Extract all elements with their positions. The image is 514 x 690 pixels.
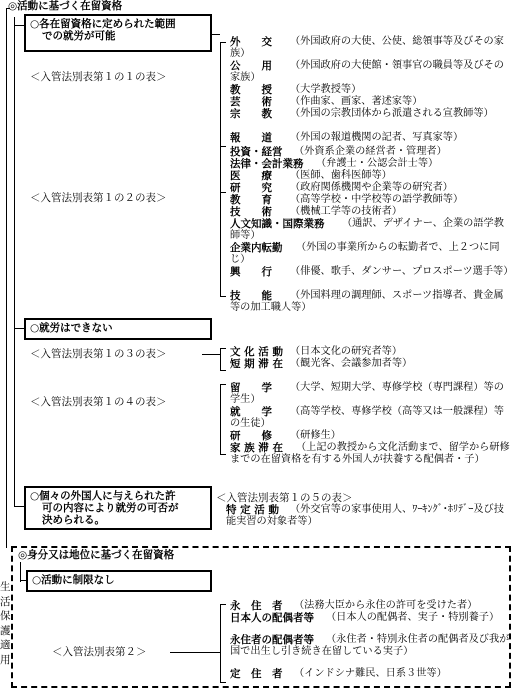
bracket-tick: [220, 146, 226, 147]
table-label-2: ＜入管法別表第２＞: [52, 646, 147, 658]
visa-entry: 就 学 （高等学校、専修学校（高等又は一般課程）等の生徒）: [230, 406, 504, 429]
box-line: ○各在留資格に定められた範囲: [30, 18, 176, 30]
visa-entry: 特 定 活 動 （外交官等の家事使用人、ﾜｰｷﾝｸﾞ･ﾎﾘﾃﾞｰ及び技能実習の対象者等）: [226, 504, 504, 527]
visa-entry: 短 期 滞 在 （観光客、会議参加者等）: [230, 358, 413, 370]
visa-entry: 興 行 （俳優、歌手、ダンサー、プロスポーツ選手等）: [230, 266, 514, 278]
box-line: ○活動に制限なし: [32, 574, 115, 586]
visa-entry: 企業内転勤 （外国の事業所からの転勤者で、上２つに同じ）: [230, 242, 500, 265]
visa-entry: 報 道 （外国の報道機関の記者、写真家等）: [230, 132, 464, 144]
visa-entry: 永 住 者 （法務大臣から永住の許可を受けた者）: [230, 600, 478, 612]
group2-connector: [14, 328, 24, 329]
left-connector-top: [6, 8, 10, 9]
visa-entry: 家 族 滞 在 （上記の教授から文化活動まで、留学から研修までの在留資格を有する外国人が扶養する配偶者・子）: [230, 442, 510, 465]
box-line: 可の内容により就労の可否が: [42, 502, 179, 514]
visa-entry: 日本人の配偶者等 （日本人の配偶者、実子・特別養子）: [230, 612, 500, 624]
visa-entry: 教 授 （大学教授等）: [230, 84, 362, 96]
bracket-tick: [220, 370, 226, 371]
visa-entry: 永住者の配偶者等 （永住者・特別永住者の配偶者及び我が国で出生し引き続き在留している実子）: [230, 634, 510, 657]
section-title-activity: ◎活動に基づく在留資格: [8, 0, 123, 12]
no-work-box: [24, 318, 212, 340]
bracket-tick: [220, 454, 226, 455]
visa-entry: 技 術 （機械工学等の技術者）: [230, 206, 403, 218]
bracket-tick: [220, 42, 226, 43]
table-label-1-3: ＜入管法別表第１の３の表＞: [30, 348, 167, 360]
bracket-tick: [220, 296, 226, 297]
bracket-1-4: [220, 384, 221, 454]
bracket-1-2: [220, 146, 221, 296]
box-line: ○個々の外国人に与えられた許: [30, 490, 176, 502]
visa-entry: 宗 教 （外国の宗教団体から派遣される宣教師等）: [230, 108, 494, 120]
section-title-status: ◎身分又は地位に基づく在留資格: [18, 549, 175, 561]
bracket-1-3: [220, 348, 221, 370]
visa-entry: 法律・会計業務 （弁護士・公認会計士等）: [230, 158, 439, 170]
work-within-scope-box: [24, 14, 212, 52]
left-connector: [6, 8, 7, 548]
section2-bracket: [20, 562, 21, 582]
visa-entry: 公 用 （外国政府の大使館・領事官の職員等及びその家族）: [230, 60, 504, 83]
bracket-tick: [220, 384, 226, 385]
table-label-1-5: ＜入管法別表第１の５の表＞: [216, 492, 353, 504]
label-to-bracket: [170, 652, 220, 653]
box-line: ○就労はできない: [30, 322, 113, 334]
box-to-bracket: [212, 34, 220, 35]
visa-entry: 研 究 （政府関係機関や企業等の研究者）: [230, 182, 453, 194]
no-restriction-box: [26, 570, 212, 592]
section1-bracket: [14, 17, 15, 507]
visa-entry: 文 化 活 動 （日本文化の研究者等）: [230, 346, 403, 358]
table-label-1-1: ＜入管法別表第１の１の表＞: [30, 71, 167, 83]
group3-connector: [14, 506, 24, 507]
bracket-tick: [220, 348, 226, 349]
visa-entry: 技 能 （外国料理の調理師、スポーツ指導者、貴金属等の加工職人等）: [230, 290, 504, 313]
label-to-bracket: [202, 354, 220, 355]
box-line: での就労が可能: [42, 30, 116, 42]
welfare-side-label: 生活保護適用: [0, 581, 11, 666]
visa-entry: 外 交 （外国政府の大使、公使、総領事等及びその家族）: [230, 36, 504, 59]
visa-entry: 教 育 （高等学校・中学校等の語学教師等）: [230, 194, 464, 206]
bracket-2: [220, 604, 221, 682]
bracket-tick: [220, 604, 226, 605]
visa-entry: 研 修 （研修生）: [230, 430, 341, 442]
visa-entry: 芸 術 （作曲家、画家、著述家等）: [230, 96, 423, 108]
visa-entry: 投資・経営 （外資系企業の経営者・管理者）: [230, 146, 447, 158]
visa-entry: 人文知識・国際業務 （通訳、デザイナー、企業の語学教師等）: [230, 218, 504, 241]
visa-entry: 定 住 者 （インドシナ難民、日系３世等）: [230, 668, 447, 680]
table-label-1-4: ＜入管法別表第１の４の表＞: [30, 396, 167, 408]
table-label-1-2: ＜入管法別表第１の２の表＞: [30, 192, 167, 204]
group1-connector: [14, 25, 24, 26]
bracket-tick: [220, 682, 226, 683]
permission-based-box: [24, 486, 212, 530]
box-line: 決められる。: [42, 514, 105, 526]
visa-entry: 医 療 （医師、歯科医師等）: [230, 170, 392, 182]
visa-entry: 留 学 （大学、短期大学、専修学校（専門課程）等の学生）: [230, 382, 504, 405]
